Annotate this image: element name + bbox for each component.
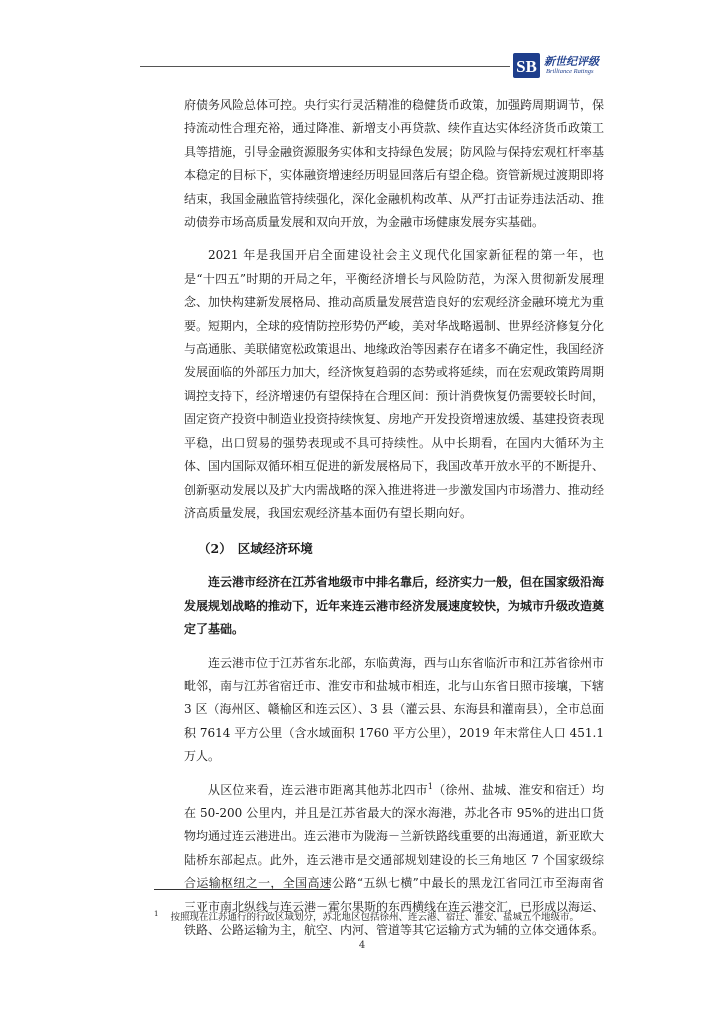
footnote-mark: 1 <box>154 910 159 918</box>
paragraph-transport-part-a: 从区位来看，连云港市距离其他苏北四市 <box>208 782 428 797</box>
logo-mark-icon <box>512 50 542 80</box>
logo-chinese-name: 新世纪评级 <box>544 55 599 68</box>
footnote-divider <box>154 889 330 890</box>
footnote-text: 按照现在江苏通行的行政区域划分，苏北地区包括徐州、连云港、宿迁、淮安、盐城五个地级市。 <box>170 912 579 924</box>
paragraph-transport-part-b: （徐州、盐城、淮安和宿迁）均在 50-200 公里内，并且是江苏省最大的深水海港，苏北各市 95%的进出口货物均通过连云港进出。连云港市为陇海－兰新铁路线重要的出海通道，新亚欧大陆桥东部起点。此外，连云港市是交通部规划建设的长三角地区 7 个国家级综合运输枢纽之一，全国高速公路“五纵七横”中最长的黑龙江省同江市至海南省三亚市南北纵线与连云港－霍尔果斯的东西横线在连云港交汇，已形成以海运、铁路、公路运输为主，航空、内河、管道等其它运输方式为辅的立体交通体系。 <box>184 782 605 937</box>
logo-english-name: Brilliance Ratings <box>546 68 594 75</box>
section-heading-text: 区域经济环境 <box>237 541 313 557</box>
document-body <box>184 94 604 942</box>
paragraph-2: 2021 年是我国开启全面建设社会主义现代化国家新征程的第一年，也是“十四五”时期的开局之年，平衡经济增长与风险防范，为深入贯彻新发展理念、加快构建新发展格局、推动高质量发展营造良好的宏观经济金融环境尤为重要。短期内，全球的疫情防控形势仍严峻，美对华战略遏制、世界经济修复分化与高通胀、美联储宽松政策退出、地缘政治等因素存在诸多不确定性，我国经济发展面临的外部压力加大，经济恢复趋弱的态势或将延续，而在宏观政策跨周期调控支持下，经济增速仍有望保持在合理区间：预计消费恢复仍需要较长时间，固定资产投资中制造业投资持续恢复、房地产开发投资增速放缓、基建投资表现平稳，出口贸易的强势表现或不具可持续性。从中长期看，在国内大循环为主体、国内国际双循环相互促进的新发展格局下，我国改革开放水平的不断提升、创新驱动发展以及扩大内需战略的深入推进将进一步激发国内市场潜力、推动经济高质量发展，我国宏观经济基本面仍有望长期向好。 <box>184 248 605 520</box>
page-number: 4 <box>358 940 366 951</box>
paragraph-location: 连云港市位于江苏省东北部，东临黄海，西与山东省临沂市和江苏省徐州市毗邻，南与江苏省宿迁市、淮安市和盐城市相连，北与山东省日照市接壤，下辖 3 区（海州区、赣榆区和连云区）、3 县（灌云县、东海县和灌南县），全市总面积 7614 平方公里（含水域面积 1760 平方公里），2019 年末常住人口 451.1 万人。 <box>184 655 605 764</box>
company-logo <box>512 50 602 80</box>
section-heading <box>184 539 604 557</box>
header-rule <box>140 66 510 67</box>
paragraph-1: 府债务风险总体可控。央行实行灵活精准的稳健货币政策，加强跨周期调节，保持流动性合理充裕，通过降准、新增支小再贷款、续作直达实体经济货币政策工具等措施，引导金融资源服务实体和支持绿色发展；防风险与保持宏观杠杆率基本稳定的目标下，实体融资增速经历明显回落后有望企稳。资管新规过渡期即将结束，我国金融监管持续强化，深化金融机构改革、从严打击证券违法活动、推动债券市场高质量发展和双向开放，为金融市场健康发展夯实基础。 <box>184 98 605 230</box>
svg-text:SB: SB <box>516 57 537 76</box>
footnote-reference[interactable]: 1 <box>427 781 433 791</box>
paragraph-summary-bold: 连云港市经济在江苏省地级市中排名靠后，经济实力一般，但在国家级沿海发展规划战略的推动下，近年来连云港市经济发展速度较快，为城市升级改造奠定了基础。 <box>184 575 605 637</box>
section-heading-number: （2） <box>198 541 232 557</box>
footnote <box>154 906 594 926</box>
